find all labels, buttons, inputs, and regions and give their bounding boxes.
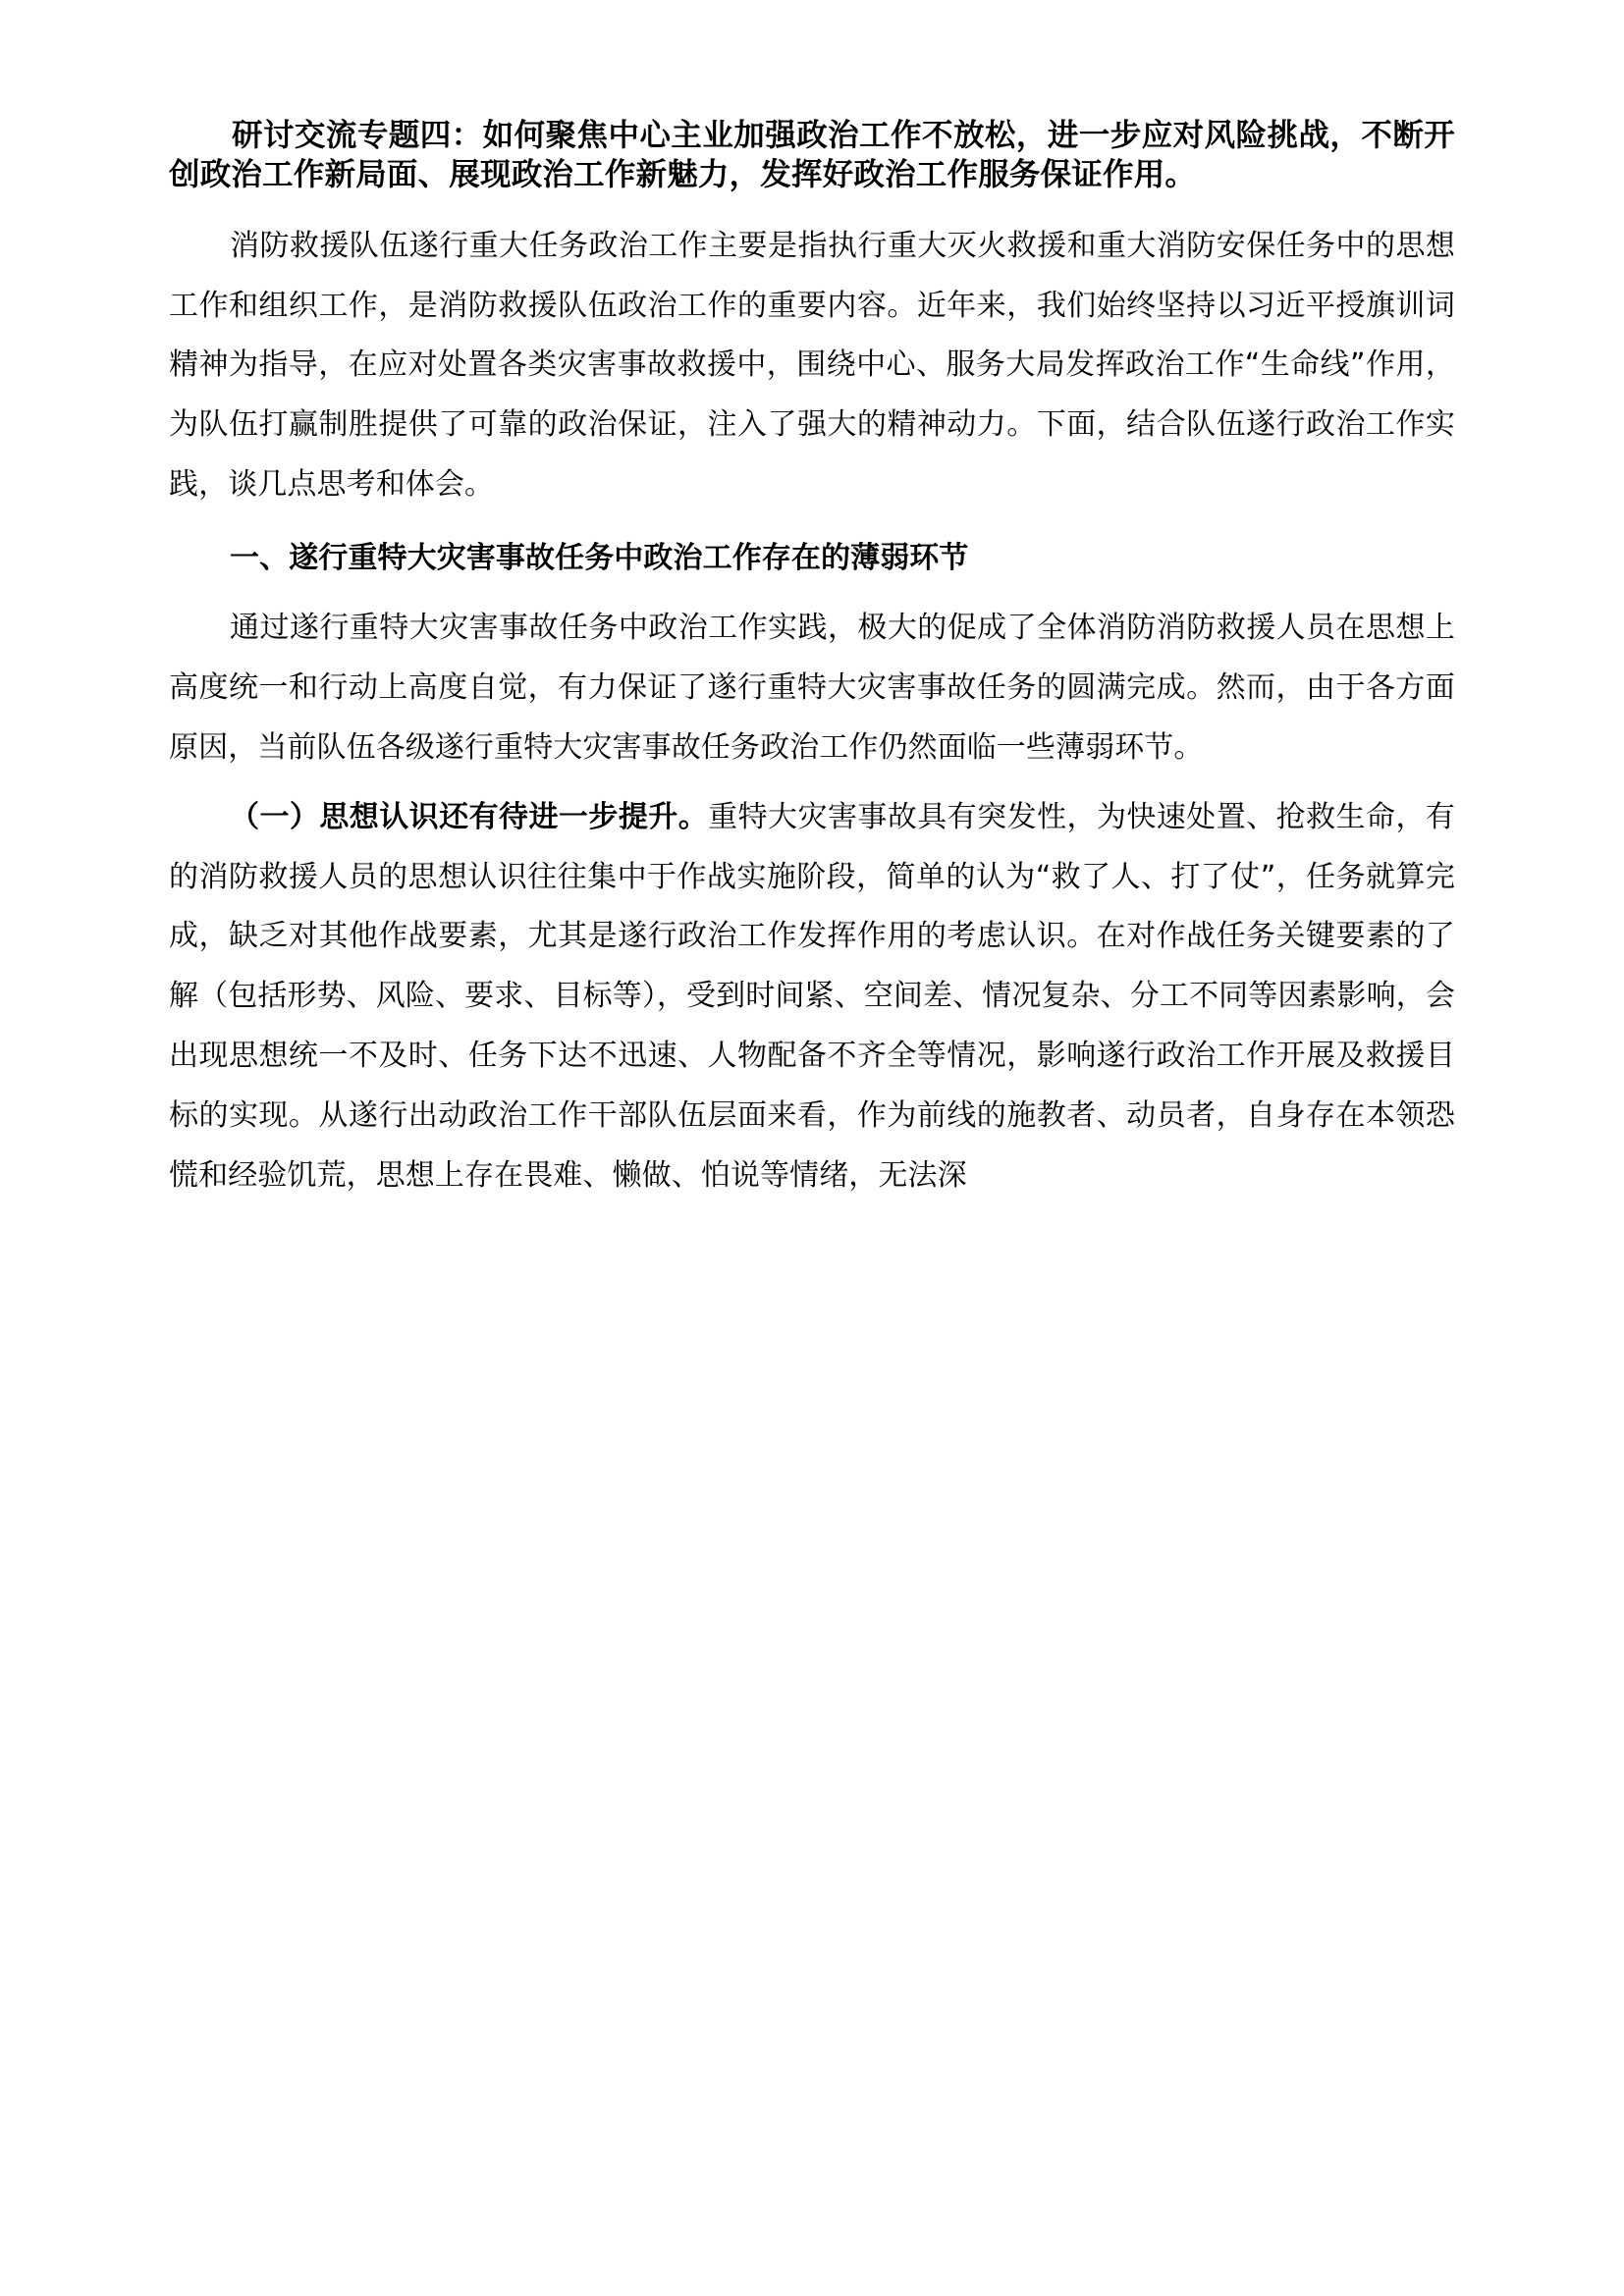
paragraph-subsection-1 [169,788,1455,1206]
section-heading-1: 一、遂行重特大灾害事故任务中政治工作存在的薄弱环节 [230,541,969,576]
document-body [169,116,1455,1206]
spacer [169,201,1455,217]
paragraph-section-1-intro: 通过遂行重特大灾害事故任务中政治工作实践，极大的促成了全体消防消防救援人员在思想上高度统一和行动上高度自觉，有力保证了遂行重特大灾害事故任务的圆满完成。然而，由于各方面原因，当前队伍各级遂行重特大灾害事故任务政治工作仍然面临一些薄弱环节。 [169,610,1455,765]
subsection-body-text: 重特大灾害事故具有突发性，为快速处置、抢救生命，有的消防救援人员的思想认识往往集中于作战实施阶段，简单的认为“救了人、打了仗”，任务就算完成，缺乏对其他作战要素，尤其是遂行政治工作发挥作用的考虑认识。在对作战任务关键要素的了解（包括形势、风险、要求、目标等），受到时间紧、空间差、情况复杂、分工不同等因素影响，会出现思想统一不及时、任务下达不迅速、人物配备不齐全等情况，影响遂行政治工作开展及救援目标的实现。从遂行出动政治工作干部队伍层面来看，作为前线的施教者、动员者，自身存在本领恐慌和经验饥荒，思想上存在畏难、懒做、怕说等情绪，无法深 [169,799,1455,1193]
page-title: 研讨交流专题四：如何聚焦中心主业加强政治工作不放松，进一步应对风险挑战，不断开创政治工作新局面、展现政治工作新魅力，发挥好政治工作服务保证作用。 [169,118,1455,193]
subsection-lead-label: （一）思想认识还有待进一步提升。 [230,799,709,834]
paragraph-intro: 消防救援队伍遂行重大任务政治工作主要是指执行重大灭火救援和重大消防安保任务中的思想工作和组织工作，是消防救援队伍政治工作的重要内容。近年来，我们始终坚持以习近平授旗训词精神为指导，在应对处置各类灾害事故救援中，围绕中心、服务大局发挥政治工作“生命线”作用，为队伍打赢制胜提供了可靠的政治保证，注入了强大的精神动力。下面，结合队伍遂行政治工作实践，谈几点思考和体会。 [169,228,1455,503]
